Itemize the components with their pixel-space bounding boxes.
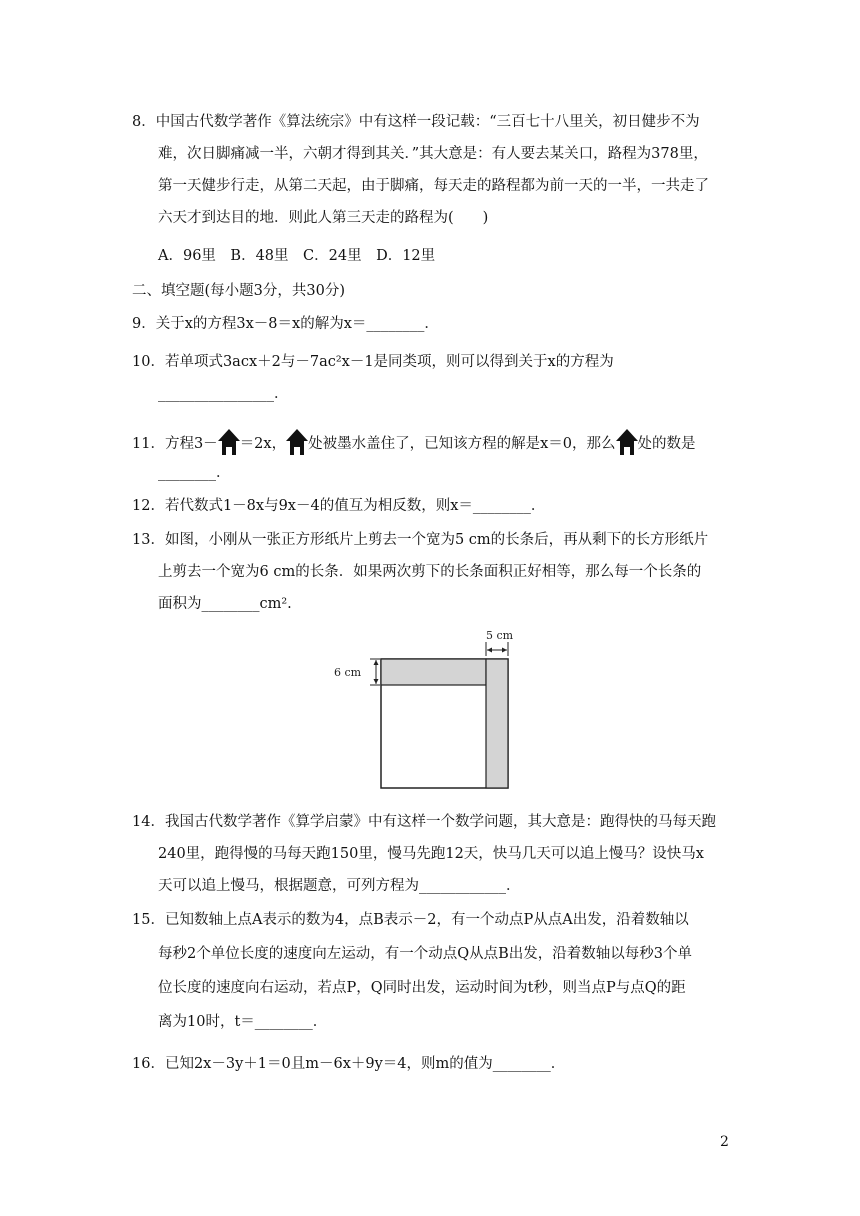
q10-line-1: 10．若单项式3acx＋2与－7ac²x－1是同类项，则可以得到关于x的方程为 xyxy=(132,354,614,370)
q8-line-2: 难，次日脚痛减一半，六朝才得到其关．”其大意是：有人要去某关口，路程为378里， xyxy=(158,146,708,162)
q13-line-3: 面积为________cm². xyxy=(158,596,292,612)
q11-line-2: ________． xyxy=(158,465,231,481)
q15-line-4: 离为10时，t＝________． xyxy=(158,1014,328,1030)
label-5cm: 5 cm xyxy=(486,629,514,642)
square-strip-figure xyxy=(330,626,530,792)
q8-line-4: 六天才到达目的地．则此人第三天走的路程为( ) xyxy=(158,210,489,226)
ink-blot-icon xyxy=(218,429,240,455)
q11-part-c: 处被墨水盖住了，已知该方程的解是x＝0，那么 xyxy=(308,436,616,452)
top-strip xyxy=(381,659,486,685)
ink-blot-icon xyxy=(286,429,308,455)
q14-line-1: 14．我国古代数学著作《算学启蒙》中有这样一个数学问题，其大意是：跑得快的马每天跑 xyxy=(132,814,716,830)
section-title: 二、填空题(每小题3分，共30分) xyxy=(132,283,345,299)
q9-text: 9．关于x的方程3x－8＝x的解为x＝________． xyxy=(132,316,439,332)
q15-line-2: 每秒2个单位长度的速度向左运动，有一个动点Q从点B出发，沿着数轴以每秒3个单 xyxy=(158,946,692,962)
q16-text: 16．已知2x－3y＋1＝0且m－6x＋9y＝4，则m的值为________． xyxy=(132,1056,566,1072)
q8-line-1: 8．中国古代数学著作《算法统宗》中有这样一段记载：“三百七十八里关，初日健步不为 xyxy=(132,114,700,130)
q11-line-1 xyxy=(132,429,696,455)
q11-part-d: 处的数是 xyxy=(637,436,696,452)
right-strip xyxy=(486,659,508,788)
q10-line-2: ________________． xyxy=(158,386,289,402)
q13-line-2: 上剪去一个宽为6 cm的长条．如果两次剪下的长条面积正好相等，那么每一个长条的 xyxy=(158,564,702,580)
ink-blot-icon xyxy=(616,429,638,455)
page-number: 2 xyxy=(720,1134,729,1150)
q12-text: 12．若代数式1－8x与9x－4的值互为相反数，则x＝________． xyxy=(132,498,546,514)
q11-part-b: ＝2x， xyxy=(239,436,287,452)
q8-line-3: 第一天健步行走，从第二天起，由于脚痛，每天走的路程都为前一天的一半，一共走了 xyxy=(158,178,709,194)
q15-line-1: 15．已知数轴上点A表示的数为4，点B表示－2，有一个动点P从点A出发，沿着数轴以 xyxy=(132,912,689,928)
q14-line-3: 天可以追上慢马，根据题意，可列方程为____________． xyxy=(158,878,521,894)
q14-line-2: 240里，跑得慢的马每天跑150里，慢马先跑12天，快马几天可以追上慢马？设快马x xyxy=(158,846,704,862)
q11-part-a: 11．方程3－ xyxy=(132,436,218,452)
q15-line-3: 位长度的速度向右运动，若点P，Q同时出发，运动时间为t秒，则当点P与点Q的距 xyxy=(158,980,686,996)
label-6cm: 6 cm xyxy=(334,666,362,679)
q13-line-1: 13．如图，小刚从一张正方形纸片上剪去一个宽为5 cm的长条后，再从剩下的长方形纸片 xyxy=(132,532,709,548)
q8-options: A．96里 B．48里 C．24里 D．12里 xyxy=(158,248,436,264)
